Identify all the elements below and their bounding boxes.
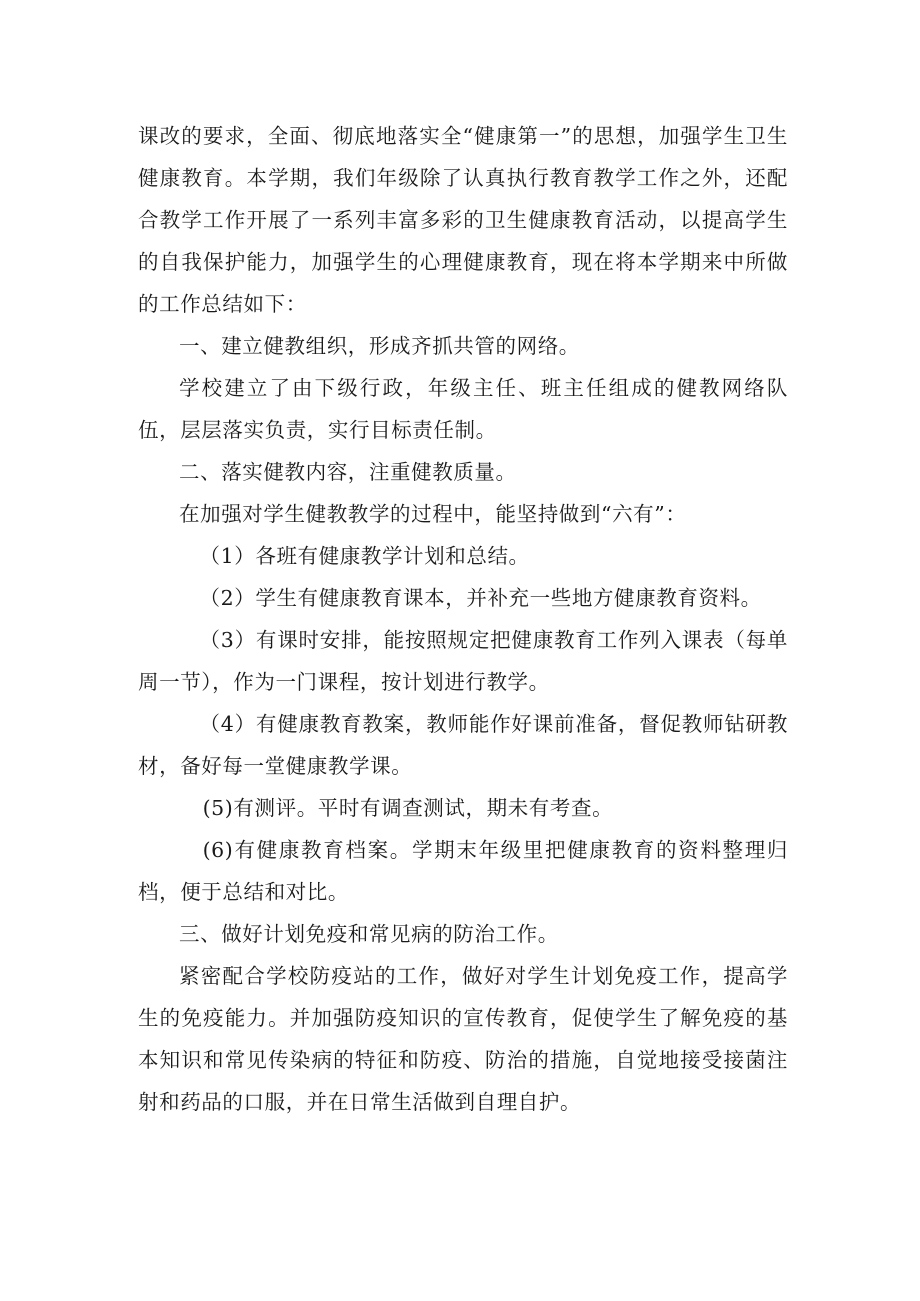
section-heading-3: 三、做好计划免疫和常见病的防治工作。 — [179, 922, 559, 946]
paragraph: 在加强对学生健教教学的过程中，能坚持做到“六有”： — [179, 502, 687, 526]
paragraph-intro-continued: 课改的要求，全面、彻底地落实全“健康第一”的思想，加强学生卫生健康教育。本学期，我们年级除了认真执行教育教学工作之外，还配合教学工作开展了一系列丰富多彩的卫生健康教育活动，以提高学生的自我保护能力，加强学生的心理健康教育，现在将本学期来中所做的工作总结如下： — [138, 124, 788, 316]
section-heading-2: 二、落实健教内容，注重健教质量。 — [179, 460, 517, 484]
section-heading-1: 一、建立健教组织，形成齐抓共管的网络。 — [179, 334, 580, 358]
list-item: （1）各班有健康教学计划和总结。 — [199, 544, 530, 568]
paragraph: 学校建立了由下级行政，年级主任、班主任组成的健教网络队伍，层层落实负责，实行目标责任制。 — [138, 376, 788, 442]
list-item: （4）有健康教育教案，教师能作好课前准备，督促教师钻研教材，备好每一堂健康教学课。 — [138, 712, 788, 778]
body-text — [138, 115, 788, 1123]
paragraph: 紧密配合学校防疫站的工作，做好对学生计划免疫工作，提高学生的免疫能力。并加强防疫知识的宣传教育，促使学生了解免疫的基本知识和常见传染病的特征和防疫、防治的措施，自觉地接受接菌注射和药品的口服，并在日常生活做到自理自护。 — [138, 964, 788, 1114]
list-item: (5)有测评。平时有调查测试，期未有考查。 — [202, 796, 614, 820]
list-item: （2）学生有健康教育课本，并补充一些地方健康教育资料。 — [199, 586, 762, 610]
list-item: （3）有课时安排，能按照规定把健康教育工作列入课表（每单周一节），作为一门课程，按计划进行教学。 — [138, 628, 788, 694]
list-item: (6)有健康教育档案。学期末年级里把健康教育的资料整理归档，便于总结和对比。 — [138, 838, 788, 904]
